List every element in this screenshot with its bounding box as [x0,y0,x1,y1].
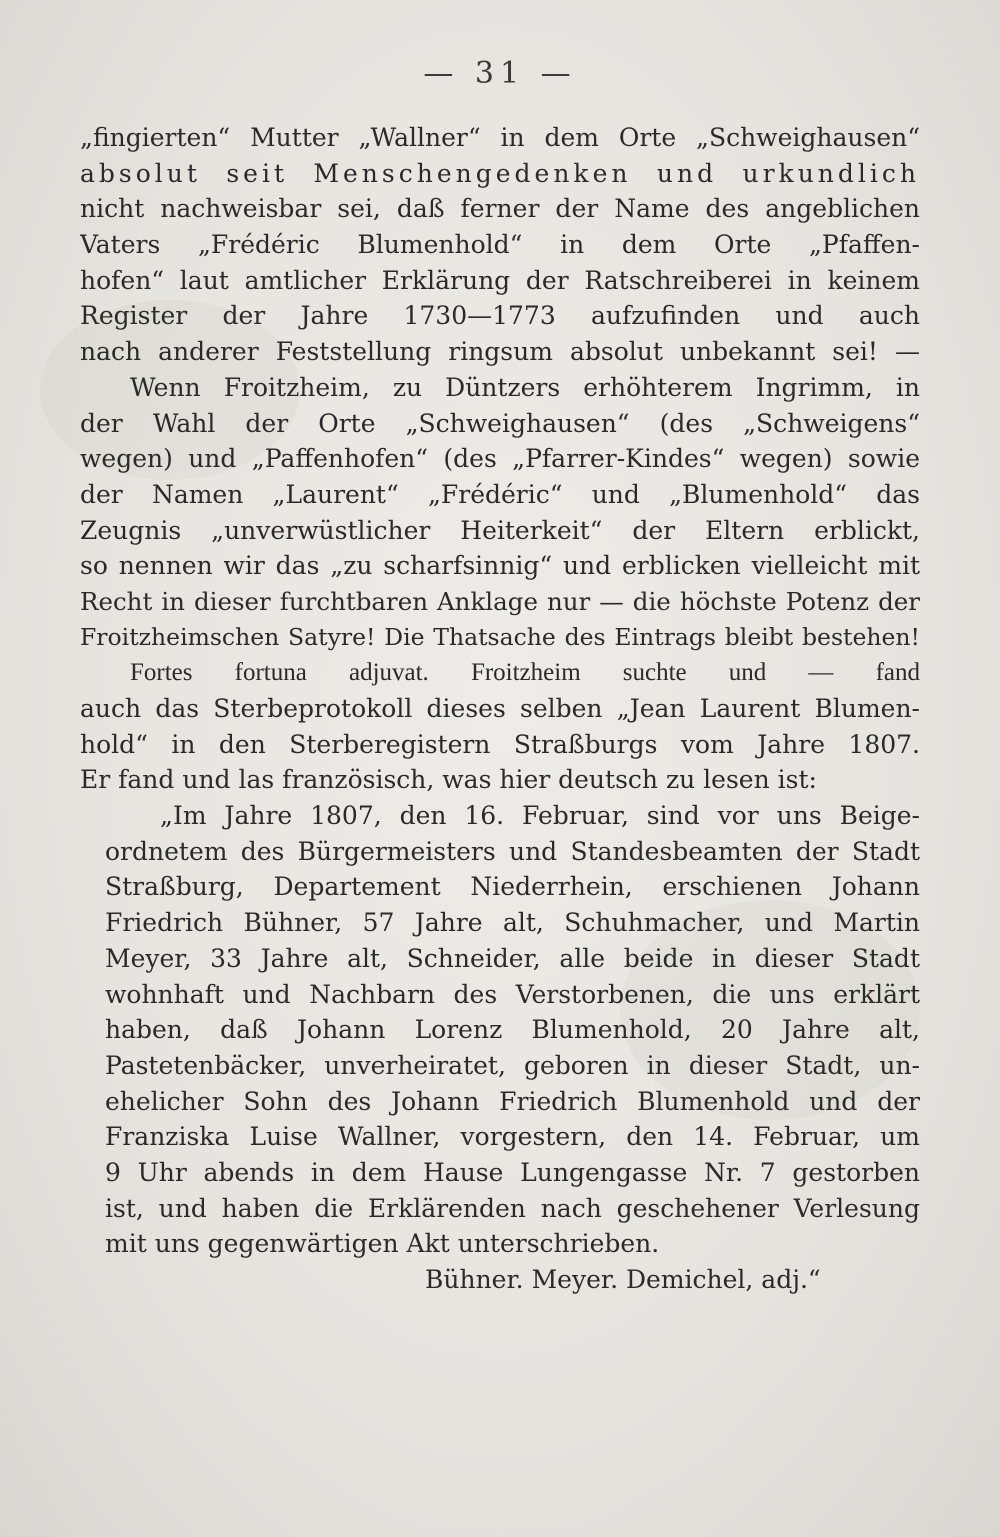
text-line: Wenn Froitzheim, zu Düntzers erhöhterem Ingrimm, in [130,372,920,402]
text-line: wohnhaft und Nachbarn des Verstorbenen, die uns erklärt [105,979,920,1009]
text-line: so nennen wir das „zu scharfsinnig“ und erblicken vielleicht mit [80,551,920,581]
signature-line: Bühner. Meyer. Demichel, adj.“ [425,1265,821,1294]
text-line: mit uns gegenwärtigen Akt unterschrieben. [105,1229,660,1259]
text-line: Zeugnis „unverwüstlicher Heiterkeit“ der Eltern erblickt, [80,515,920,545]
text-line: hold“ in den Sterberegistern Straßburgs vom Jahre 1807. [80,729,920,759]
text-line: Meyer, 33 Jahre alt, Schneider, alle beide in dieser Stadt [105,943,920,973]
text-line: hofen“ laut amtlicher Erklärung der Ratschreiberei in keinem [80,265,920,295]
text-line: Vaters „Frédéric Blumenhold“ in dem Orte „Pfaffen- [80,230,920,260]
text-line: Recht in dieser furchtbaren Anklage nur — die höchste Potenz der [80,586,920,616]
text-line: Pastetenbäcker, unverheiratet, geboren in dieser Stadt, un- [105,1050,920,1080]
text-line: nach anderer Feststellung ringsum absolut unbekannt sei! — [80,337,920,367]
body-text [80,120,920,1298]
text-line: 9 Uhr abends in dem Hause Lungengasse Nr. 7 gestorben [105,1157,920,1187]
text-line: Register der Jahre 1730—1773 aufzufinden und auch [80,301,920,331]
text-line: ehelicher Sohn des Johann Friedrich Blumenhold und der [105,1086,920,1116]
text-line: „Im Jahre 1807, den 16. Februar, sind vor uns Beige- [160,801,920,831]
text-line: der Wahl der Orte „Schweighausen“ (des „Schweigens“ [80,408,920,438]
text-line: auch das Sterbeprotokoll dieses selben „Jean Laurent Blumen- [80,694,920,723]
text-line: „fingierten“ Mutter „Wallner“ in dem Orte „Schweighausen“ [80,123,920,152]
text-line: ordnetem des Bürgermeisters und Standesbeamten der Stadt [105,836,920,866]
text-line: Friedrich Bühner, 57 Jahre alt, Schuhmacher, und Martin [105,908,920,938]
text-line: Franziska Luise Wallner, vorgestern, den 14. Februar, um [105,1122,920,1152]
text-line: absolut seit Menschengedenken und urkundlich [80,158,920,188]
text-line: Straßburg, Departement Niederrhein, erschienen Johann [105,872,920,902]
text-line: Er fand und las französisch, was hier deutsch zu lesen ist: [80,765,817,795]
text-line: nicht nachweisbar sei, daß ferner der Name des angeblichen [80,194,920,224]
text-line: haben, daß Johann Lorenz Blumenhold, 20 Jahre alt, [105,1015,920,1045]
text-line: wegen) und „Paffenhofen“ (des „Pfarrer-Kindes“ wegen) sowie [80,444,920,474]
text-line: der Namen „Laurent“ „Frédéric“ und „Blumenhold“ das [80,479,920,509]
text-line: ist, und haben die Erklärenden nach geschehener Verlesung [105,1193,920,1223]
text-line: Fortes fortuna adjuvat. Froitzheim suchte und — fand [130,659,920,687]
text-line: Froitzheimschen Satyre! Die Thatsache des Eintrags bleibt bestehen! [80,622,920,651]
page-number: — 31 — [423,56,577,91]
